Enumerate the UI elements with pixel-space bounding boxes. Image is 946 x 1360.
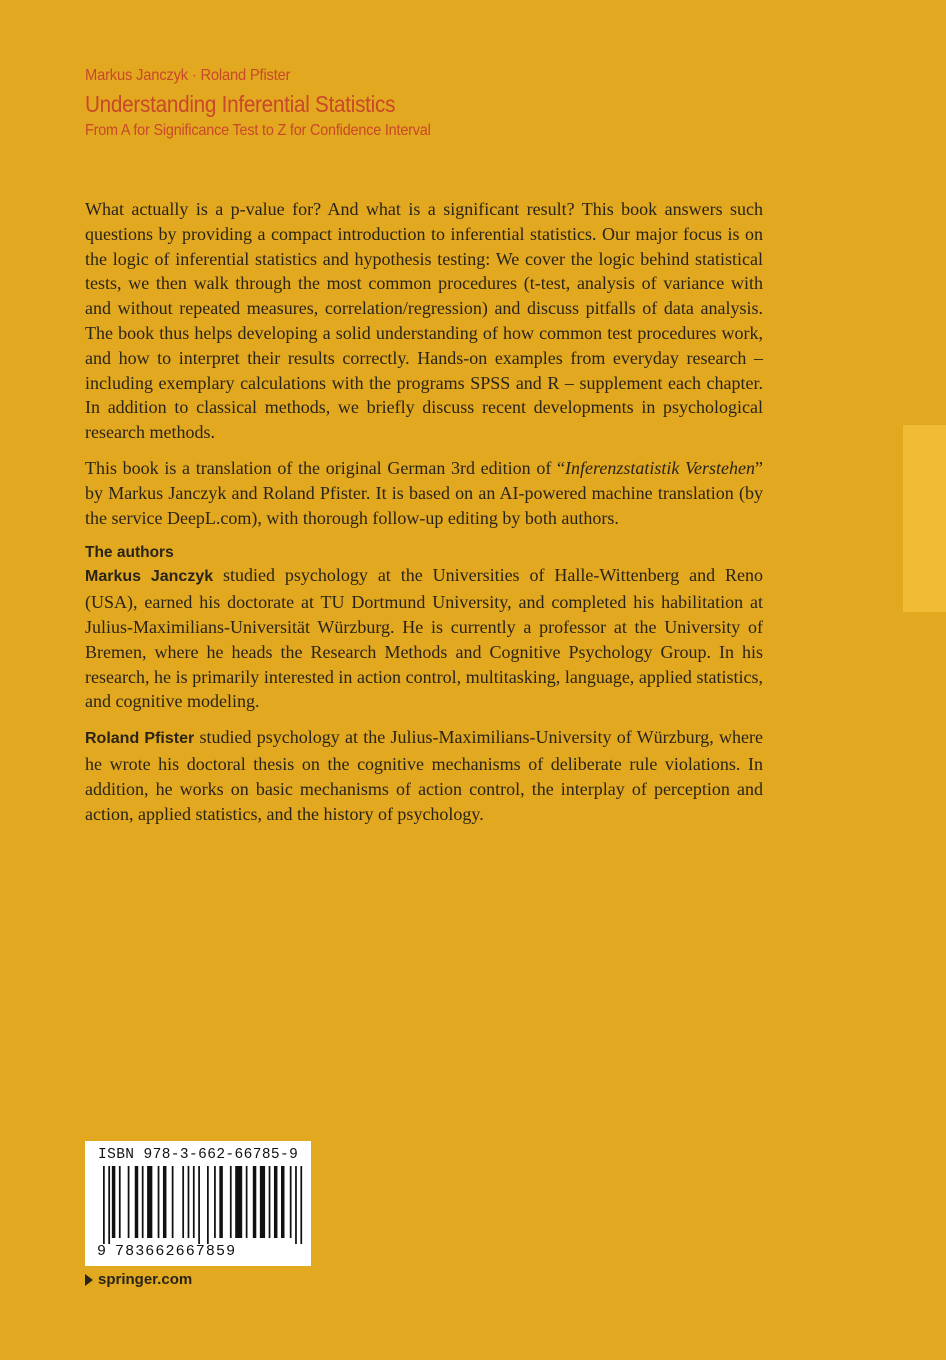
isbn-label: ISBN 978-3-662-66785-9 — [98, 1147, 299, 1163]
barcode-bar — [246, 1166, 248, 1238]
barcode-bar — [158, 1166, 160, 1238]
barcode-bar — [269, 1166, 271, 1238]
barcode-bar — [230, 1166, 232, 1238]
author-name-janczyk: Markus Janczyk — [85, 568, 214, 586]
author-bio-pfister — [85, 725, 763, 826]
barcode-bars — [93, 1166, 303, 1246]
cover-header — [85, 67, 785, 140]
author-name-pfister: Roland Pfister — [85, 730, 195, 748]
barcode-bar — [290, 1166, 292, 1238]
barcode-bar — [253, 1166, 256, 1238]
back-cover-text — [85, 197, 763, 837]
isbn-barcode — [85, 1141, 311, 1266]
barcode-bar — [182, 1166, 184, 1238]
barcode-bar — [207, 1166, 209, 1244]
barcode-bar — [235, 1166, 242, 1238]
description-paragraph-1: What actually is a p-value for? And what is a significant result? This book answers such questions by providing a compact introduction to inferential statistics. Our major focus is on the logic of inferential statistics and hypothesis testing: We cover the logic behind statistical tests, we then walk through the most common procedures (t-test, analysis of variance with and without repeated measures, correlation/regression) and discuss pitfalls of data analysis. The book thus helps developing a solid understanding of how common test procedures work, and how to interpret their results correctly. Hands-on examples from everyday research – including exemplary calculations with the programs SPSS and R – supplement each chapter. In addition to classical methods, we briefly discuss recent developments in psychological research methods. — [85, 199, 763, 443]
barcode-bar — [163, 1166, 167, 1238]
barcode-bar — [300, 1166, 302, 1244]
barcode-bar — [103, 1166, 105, 1244]
barcode-bar — [108, 1166, 110, 1244]
authors-heading: The authors — [85, 544, 174, 562]
translation-note-start: This book is a translation of the original German 3rd edition of “ — [85, 457, 566, 478]
publisher-url: springer.com — [98, 1271, 193, 1288]
author-bio-text-pfister: studied psychology at the Julius-Maximilians-University of Würzburg, where he wrote his doctoral thesis on the cognitive mechanisms of deliberate rule violations. In addition, he works on basic mechanisms of action control, the interplay of perception and action, applied statistics, and the history of psychology. — [85, 727, 763, 824]
barcode-bar — [281, 1166, 285, 1238]
barcode-bar — [147, 1166, 152, 1238]
isbn-digits: 783662667859 — [115, 1243, 237, 1260]
barcode-bar — [142, 1166, 144, 1238]
barcode-bar — [135, 1166, 139, 1238]
barcode-bar — [119, 1166, 121, 1238]
barcode-bar — [188, 1166, 190, 1238]
spine-color-tab — [903, 425, 946, 612]
book-title: Understanding Inferential Statistics — [85, 91, 396, 117]
original-title: Inferenzstatistik Verstehen — [565, 457, 755, 478]
barcode-bar — [219, 1166, 223, 1238]
triangle-right-icon — [85, 1274, 93, 1286]
barcode-bar — [260, 1166, 265, 1238]
publisher-link[interactable] — [85, 1271, 192, 1288]
author-names: Markus Janczyk · Roland Pfister — [85, 67, 291, 84]
isbn-first-digit: 9 — [97, 1243, 107, 1260]
barcode-bar — [214, 1166, 216, 1238]
barcode-bar — [274, 1166, 278, 1238]
author-bio-janczyk — [85, 563, 763, 714]
barcode-bar — [172, 1166, 174, 1238]
description-paragraph-2 — [85, 456, 763, 530]
author-bio-text-janczyk: studied psychology at the Universities of Halle-Wittenberg and Reno (USA), earned his doctorate at TU Dortmund University, and completed his habilitation at Julius-Maximilians-Universität Würzburg. He is currently a professor at the University of Bremen, where he heads the Research Methods and Cognitive Psychology Group. In his research, he is primarily interested in action control, multitasking, language, applied statistics, and cognitive modeling. — [85, 565, 764, 712]
barcode-bar — [198, 1166, 200, 1244]
barcode-bar — [128, 1166, 130, 1238]
translation-note-end: ” by Markus Janczyk and Roland Pfister. It is based on an AI-powered machine translation (by the service DeepL.com), with thorough follow-up editing by both authors. — [85, 457, 763, 528]
barcode-bar — [295, 1166, 297, 1244]
barcode-bar — [193, 1166, 195, 1238]
book-subtitle: From A for Significance Test to Z for Confidence Interval — [85, 122, 431, 139]
barcode-bar — [112, 1166, 116, 1238]
